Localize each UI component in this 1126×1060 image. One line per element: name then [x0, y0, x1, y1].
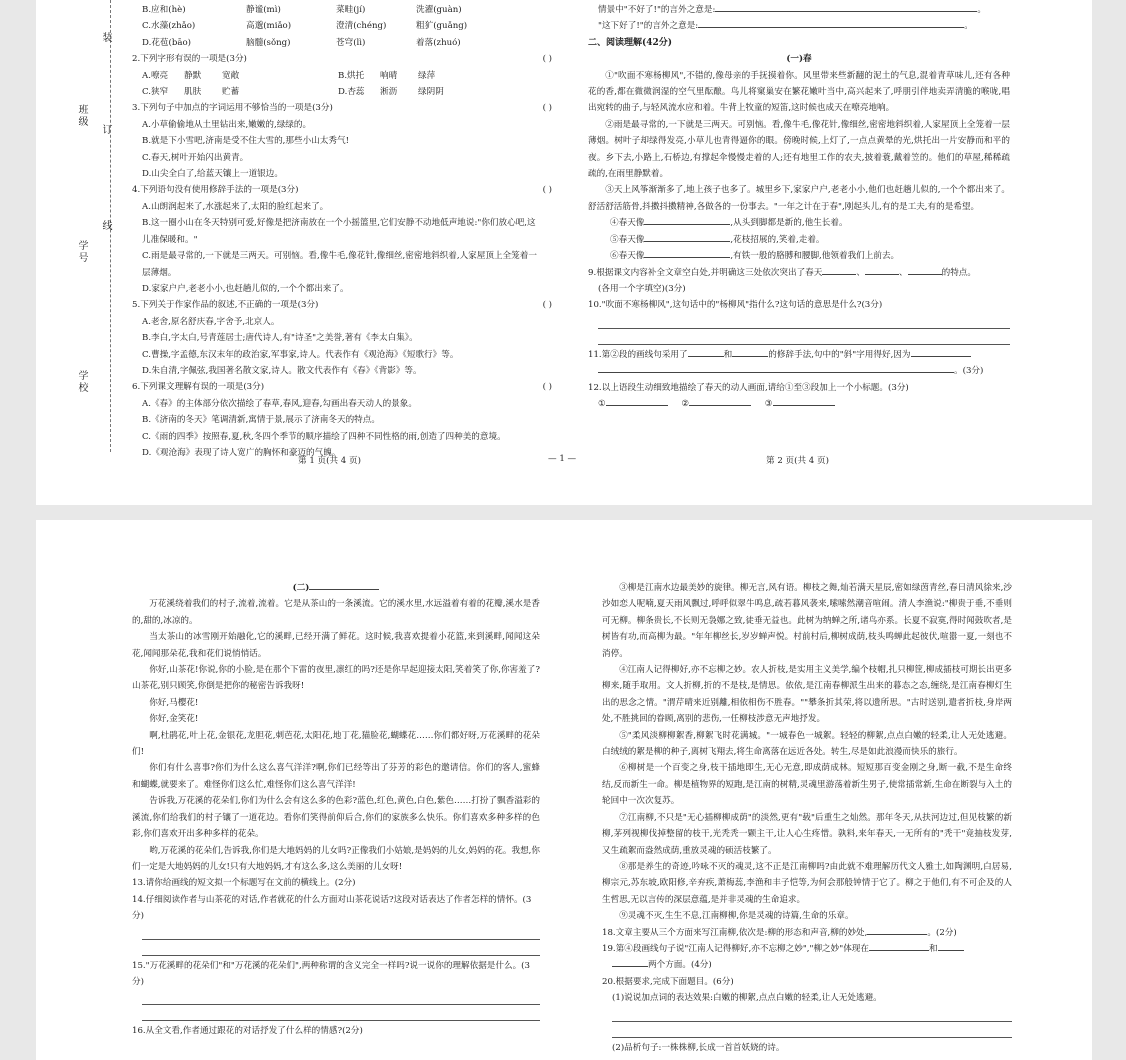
q6-option-d: D.《观沧海》表现了诗人宽广的胸怀和豪迈的气魄。: [142, 447, 341, 458]
section-reading: 二、阅读理解(42分): [588, 37, 673, 48]
q2-options-row2: C.狭窄 肌肤 贮蓄 D.杏蕊 淅沥 绿阴阴: [142, 87, 444, 98]
page2-footer: 第 2 页(共 4 页): [766, 456, 829, 466]
passage-title-2: (二): [132, 580, 540, 596]
q3-option-d: D.山尖全白了,给蓝天镶上一道银边。: [142, 169, 283, 180]
question-3: 3.下列句子中加点的字词运用不够恰当的一项是(3分) ( ): [132, 100, 552, 116]
passage-flower-stream: [132, 596, 540, 875]
question-9-note: (各用一个字填空)(3分): [598, 283, 686, 294]
question-14: 14.仔细阅读作者与山茶花的对话,作者就花的什么方面对山茶花说话?这段对话表达了作者怎样的情怀。(3分): [132, 894, 532, 922]
answer-blank[interactable]: [865, 265, 899, 275]
answer-blank[interactable]: [911, 347, 971, 357]
answer-bracket[interactable]: ( ): [542, 300, 552, 311]
question-20-1: (1)说说加点词的表达效果:白嫩的柳絮,点点白嫩的轻柔,让人无处逃避。: [612, 993, 882, 1004]
class-label: 班级: [76, 104, 87, 128]
answer-blank[interactable]: [908, 265, 942, 275]
page1-footer: 第 1 页(共 4 页): [298, 456, 361, 466]
page3-column: [132, 580, 540, 1040]
margin-label-zhuang: 装: [100, 32, 111, 44]
q6-option-c: C.《雨的四季》按照春,夏,秋,冬四个季节的顺序描绘了四种不同性格的雨,创造了四种美的意境。: [142, 431, 506, 442]
answer-blank[interactable]: [698, 18, 964, 28]
paragraph: 啊,杜鹃花,叶上花,金银花,龙胆花,刺芭花,太阳花,地丁花,猫脸花,蝴蝶花……你们都好呀,万花溪畔的花朵们!: [132, 730, 540, 758]
paragraph: 哟,万花溪的花朵们,告诉我,你们是大地妈妈的儿女吗?正像我们小姑娘,是妈妈的儿女,妈妈的花。我想,你们一定是大地妈妈的儿女!只有大地妈妈,才有这么多,这么美丽的儿女呀!: [132, 845, 540, 872]
title-blank[interactable]: [309, 580, 379, 590]
answer-blank[interactable]: [644, 215, 730, 225]
answer-blank[interactable]: [644, 248, 730, 258]
answer-blank[interactable]: [689, 396, 751, 406]
q3-option-a: A.小草偷偷地从土里钻出来,嫩嫩的,绿绿的。: [142, 119, 312, 130]
margin-label-ding: 订: [100, 124, 111, 136]
q8-implication-1: 情景中"不好了!"的言外之意是: 。: [588, 2, 1010, 18]
paragraph: 万花溪绕着我们的村子,流着,流着。它是从茶山的一条溪流。它的溪水里,水远溢着有着的花瓣,溪水是香的,甜的,冰凉的。: [132, 599, 540, 626]
q3-option-c: C.春天,树叶开始闪出黄青。: [142, 152, 249, 163]
answer-line[interactable]: [598, 315, 1010, 329]
answer-blank[interactable]: [644, 232, 730, 242]
question-13: 13.请你给画线的短文拟一个标题写在文前的横线上。(2分): [132, 878, 356, 889]
question-20-2: (2)品析句子:一株株柳,长成一首首妖娆的诗。: [612, 1042, 785, 1053]
question-12: 12.以上语段生动细致地描绘了春天的动人画面,请给①至③段加上一个小标题。(3分): [588, 382, 909, 393]
paragraph: ⑤"柔风淡柳柳絮香,柳絮飞时花满城。"一城春色一城絮。轻轻的柳絮,点点白嫩的轻柔,让人无处逃避。白绒绒的絮是柳的种子,离树飞翔去,将生命离落在远近各处。转生,尽是如此浪漫而快乐的旅行。: [602, 730, 1012, 758]
passage-willow: [602, 580, 1012, 925]
answer-line[interactable]: [598, 331, 1010, 345]
school-label: 学校: [76, 370, 87, 394]
answer-line[interactable]: [612, 1008, 1012, 1022]
fill-line-4: ④春天像 ,从头到脚都是新的,他生长着。: [588, 215, 1010, 231]
q1-option-b: B.应和(hè) 静谧(mì) 菜畦(jí) 洗濯(guàn): [142, 5, 462, 15]
q3-option-b: B.就是下小雪吧,济南是受不住大雪的,那些小山太秀气!: [142, 136, 350, 147]
answer-blank[interactable]: [612, 957, 648, 967]
paragraph: ③天上风筝渐渐多了,地上孩子也多了。城里乡下,家家户户,老老小小,他们也赶趟儿似的,一个个都出来了。舒活舒活筋骨,抖擞抖擞精神,各做各的一份事去。"一年之计在于春",刚起头儿,有的是工夫,有的是希望。: [588, 185, 1010, 212]
answer-bracket[interactable]: ( ): [542, 103, 552, 114]
question-12-answers: ① ② ③: [588, 396, 1010, 412]
passage-title-spring: (一)春: [786, 54, 812, 65]
answer-blank[interactable]: [688, 347, 724, 357]
paragraph: ⑦江南柳,不只是"无心插柳柳成荫"的淡然,更有"载"后重生之灿然。那年冬天,从扶河边过,但见枝繁的新柳,茅列视柳伐掉整留的枝干,光秃秃一颗主干,让人心生疼惜。孰料,来年春天,一无所有的"秃干"竟抽枝发芽,又生疏絮而盎然成荫,重放灵魂的硕活枝繁了。: [602, 812, 1012, 856]
q5-option-c: C.曹操,字孟德,东汉末年的政治家,军事家,诗人。代表作有《观沧海》《短歌行》等。: [142, 349, 459, 360]
question-11: 11.第②段的画线句采用了 和 的修辞手法,句中的"斜"字用得好,因为: [588, 347, 1010, 363]
paragraph: ③柳是江南水边最美妙的旋律。柳无言,风有语。柳枝之舞,灿若满天星辰,密如绿茵青丝,春日清风徐来,沙沙如恋人呢喃,夏天雨风飘过,呼呼似翠牛鸣息,疏若暮风袭来,嗦嗦然潮音喧闹。清人李渔说:"柳贵于垂,不垂则可无柳。柳条贵长,不长则无袅娜之致,徒垂无益也。此树为纳蝉之所,诸鸟亦系。长夏不寂寞,得时闻鼓吹者,是树皆有功,而高柳为最。"年年柳丝长,岁岁蝉声悦。村前村后,柳树成荫,枝头鸣蝉此起彼伏,喧嚣一夏,一刻也不消停。: [602, 583, 1012, 659]
paragraph: 你好,金笑花!: [149, 714, 199, 725]
page2-column: [588, 2, 1010, 412]
question-15: 15."万花溪畔的花朵们"和"万花溪的花朵们",两种称谓的含义完全一样吗?说一说你的理解依据是什么。(3分): [132, 960, 530, 987]
paragraph: ⑧那是养生的奇迹,吟咏不灭的魂灵,这不正是江南柳吗?由此就不难理解历代文人雅士,如陶渊明,白居易,柳宗元,苏东坡,欧阳修,辛弃疾,萧梅蕊,李渔和丰子恺等,为何会那般钟情于它了。柳之于他们,有不可企及的人生哲思,无以言传的深层意蕴,是并非灵魂的生命追求。: [602, 861, 1012, 905]
question-18: 18.文章主要从三个方面来写江南柳,依次是:柳的形态和声音,柳的妙处, 。(2分): [602, 925, 1012, 941]
paragraph: ⑥柳树是一个百变之身,枝干插地即生,无心无意,即成荫成林。短短那百变金刚之身,断一截,不是生命终结,反而新生一命。柳是植物界的短跑,是江南的树精,灵魂里游荡着新生男子,使常插常新,生命在断裂与入土的轮回中一次次复苏。: [602, 763, 1012, 807]
answer-blank[interactable]: [606, 396, 668, 406]
paragraph: ①"吹面不寒杨柳风",不错的,像母亲的手抚摸着你。风里带来些新翻的泥土的气息,混着青草味儿,还有各种花的香,都在微微润湿的空气里酝酿。鸟儿将窠巢安在繁花嫩叶当中,高兴起来了,呼朋引伴地卖弄清脆的喉咙,唱出宛转的曲子,与轻风流水应和着。牛背上牧童的短笛,这时候也成天在嘹亮地响。: [588, 70, 1010, 114]
paragraph: ④江南人记得柳好,亦不忘柳之妙。农人折枝,是实用主义美学,编个枝帽,扎只柳筐,柳成插枝可期长出更多柳来,随手取用。文人折柳,折的不是枝,是情思。依依,是江南春柳派生出来的暮态之态,缠绕,是江南春柳灯生出的思念之情。"渭芹晴来近别離,相依相伤不胜春。""攀条折其荣,将以遗所思。"古时送别,遣者折枝,身岸两处,不胜挑回的眷顾,离别的悲伤,一任柳枝涉意无声地抒发。: [602, 665, 1012, 725]
answer-blank[interactable]: [938, 941, 964, 951]
fill-line-5: ⑤春天像 ,花枝招展的,笑着,走着。: [588, 232, 1010, 248]
answer-line[interactable]: [142, 942, 540, 956]
paragraph: 你好,山茶花!你说,你的小脸,是在那个下雷的夜里,凛红的吗?还是你早起迎接太阳,笑着笑了你,你害羞了?山茶花,别只顾笑,你倒是把你的秘密告诉我呀!: [132, 665, 540, 692]
exam-sheet-top: [36, 0, 1092, 505]
q4-option-d: D.家家户户,老老小小,也赶趟儿似的,一个个都出来了。: [142, 283, 349, 294]
paragraph: ⑨灵魂不灭,生生不息,江南柳柳,你是灵魂的诗篇,生命的乐章。: [619, 911, 854, 922]
question-20: 20.根据要求,完成下面题目。(6分): [602, 976, 734, 987]
q1-option-d: D.花苞(bāo) 脑髓(sǒng) 苍穹(lì) 着落(zhuó): [142, 37, 461, 48]
q1-option-c: C.水藻(zhǎo) 高邈(miǎo) 澄清(chéng) 粗犷(guǎng): [142, 21, 468, 32]
answer-blank[interactable]: [822, 265, 856, 275]
answer-bracket[interactable]: ( ): [542, 54, 552, 65]
answer-blank[interactable]: [773, 396, 835, 406]
paragraph: 你好,马樱花!: [149, 697, 199, 708]
q5-option-a: A.老舍,原名舒庆春,字舍予,北京人。: [142, 316, 280, 327]
question-6: 6.下列课文理解有误的一项是(3分) ( ): [132, 379, 552, 395]
question-19: 19.第④段画线句子说"江南人记得柳好,亦不忘柳之妙","柳之妙"体现在 和: [602, 941, 1012, 957]
paragraph: 你们有什么喜事?你们为什么这么喜气洋洋?啊,你们已经等出了芬芳的彩色的邀请信。你们的客人,蜜蜂和蝴蝶,就要来了。难怪你们这么忙,难怪你们这么喜气洋洋!: [132, 763, 540, 790]
answer-blank[interactable]: [598, 363, 954, 373]
question-19-cont: 两个方面。(4分): [602, 957, 1012, 973]
q5-option-b: B.李白,字太白,号青莲居士;唐代诗人,有"诗圣"之美誉,著有《李太白集》。: [142, 333, 418, 344]
answer-blank[interactable]: [869, 941, 929, 951]
answer-line[interactable]: [612, 1024, 1012, 1038]
q6-option-a: A.《春》的主体部分依次描绘了春草,春风,迎春,勾画出春天动人的景象。: [142, 398, 417, 409]
answer-blank[interactable]: [867, 925, 927, 935]
answer-blank[interactable]: [715, 2, 977, 12]
exam-sheet-bottom: [36, 520, 1092, 1060]
question-2: 2.下列字形有误的一项是(3分) ( ): [132, 51, 552, 67]
question-9: 9.根据课文内容补全文章空白处,并明确这三处依次突出了春天 、 、 的特点。: [588, 265, 1010, 281]
q8-implication-2: "这下好了!"的言外之意是: 。: [588, 18, 1010, 34]
center-page-mark: — 1 —: [548, 454, 577, 464]
paragraph: 当太茶山的冰雪刚开始融化,它的溪畔,已经开满了鲜花。这时候,我喜欢提着小花篮,来到溪畔,闻闻这朵花,闻闻那朵花,我和花们说悄悄话。: [132, 632, 540, 659]
answer-bracket[interactable]: ( ): [542, 382, 552, 393]
q4-option-b: B.这一圈小山在冬天特别可爱,好像是把济南放在一个小摇篮里,它们安静不动地低声地说:"你们放心吧,这儿准保暖和。": [142, 218, 536, 245]
q4-option-a: A.山朗润起来了,水涨起来了,太阳的脸红起来了。: [142, 201, 329, 212]
question-16: 16.从全文看,作者通过跟花的对话抒发了什么样的情感?(2分): [132, 1026, 363, 1037]
question-11-cont: 。(3分): [588, 363, 1010, 379]
q4-option-c: C.雨是最寻常的,一下就是三两天。可别恼。看,像牛毛,像花针,像细丝,密密地斜织着,人家屋顶上全笼着一层薄烟。: [142, 251, 537, 278]
question-4: 4.下列语句没有使用修辞手法的一项是(3分) ( ): [132, 182, 552, 198]
page4-column: [602, 580, 1012, 1056]
question-5: 5.下列关于作家作品的叙述,不正确的一项是(3分) ( ): [132, 297, 552, 313]
fill-line-6: ⑥春天像 ,有铁一般的胳膊和腰脚,他领着我们上前去。: [588, 248, 1010, 264]
page1-column: [132, 2, 552, 461]
answer-line[interactable]: [142, 1007, 540, 1021]
q2-options-row1: A.嘹亮 静默 宽敞 B.烘托 响晴 绿萍: [142, 70, 436, 81]
paragraph: 告诉我,万花溪的花朵们,你们为什么会有这么多的色彩?蓝色,红色,黄色,白色,紫色……打扮了飘香溢彩的溪流,你们给我们的村子镶了一道花边。看你们笑得前仰后合,你们的家族多么快乐。你们喜欢多种多样的色彩,你们喜欢开出多种多样的花朵。: [132, 796, 540, 840]
answer-bracket[interactable]: ( ): [542, 185, 552, 196]
q5-option-d: D.朱自清,字佩弦,我国著名散文家,诗人。散文代表作有《春》《背影》等。: [142, 365, 422, 376]
answer-line[interactable]: [142, 926, 540, 940]
question-10: 10."吹面不寒杨柳风",这句话中的"杨柳风"指什么?这句话的意思是什么?(3分): [588, 300, 883, 311]
answer-line[interactable]: [142, 991, 540, 1005]
paragraph: ②雨是最寻常的,一下就是三两天。可别恼。看,像牛毛,像花针,像细丝,密密地斜织着,人家屋顶上全笼着一层薄烟。树叶子却绿得发亮,小草儿也青得逼你的眼。傍晚时候,上灯了,一点点黄晕的光,烘托出一片安静而和平的夜。乡下去,小路上,石桥边,有撑起伞慢慢走着的人;还有地里工作的农夫,披着蓑,戴着笠的。他们的草屋,稀稀疏疏的,在雨里静默着。: [588, 119, 1010, 180]
passage-spring: [588, 68, 1010, 216]
margin-label-xian: 线: [100, 220, 111, 232]
student-id-label: 学号: [76, 240, 87, 264]
answer-blank[interactable]: [732, 347, 768, 357]
q6-option-b: B.《济南的冬天》笔调清新,寓情于景,展示了济南冬天的特点。: [142, 415, 380, 426]
